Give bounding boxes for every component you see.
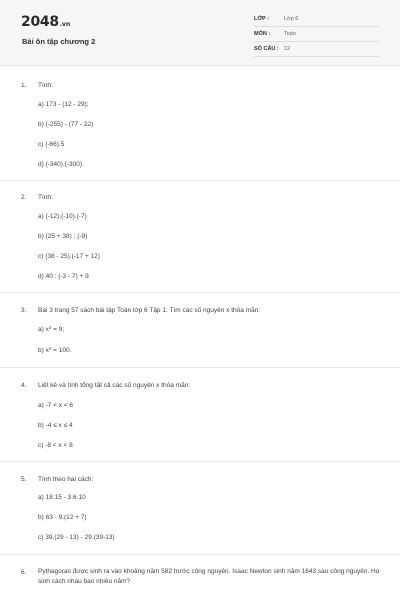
lop-value: Lớp 6 bbox=[284, 16, 299, 22]
question-text: Bài 3 trang 57 sách bài tập Toán lớp 6 Tập 1: Tìm các số nguyên x thỏa mãn: bbox=[38, 307, 261, 314]
question-item: b) (25 + 38) : (-9) bbox=[38, 233, 88, 240]
question-number: 3. bbox=[21, 307, 27, 314]
question-text: Tính theo hai cách: bbox=[38, 476, 94, 483]
meta-row-mon bbox=[254, 30, 379, 42]
mon-value: Toán bbox=[284, 31, 296, 37]
question-item: b) -4 ≤ x ≤ 4 bbox=[38, 422, 73, 429]
question-number: 5. bbox=[21, 476, 27, 483]
meta-row-lop bbox=[254, 15, 379, 27]
question-number: 2. bbox=[21, 194, 27, 201]
question-text: Pythagoras được sinh ra vào khoảng năm 582 trước công nguyên. Isaac Newton sinh năm 1643 sau công nguyên. Họ sinh cách nhau bao nhiêu năm? bbox=[38, 568, 380, 585]
question-item: c) (-66).5 bbox=[38, 141, 65, 148]
question-item: a) $x^2 = 9$; bbox=[38, 325, 65, 333]
question-divider bbox=[0, 292, 400, 293]
logo-main: 2048 bbox=[21, 14, 59, 30]
worksheet-title: Bài ôn tập chương 2 bbox=[22, 37, 96, 46]
site-logo[interactable] bbox=[21, 14, 70, 30]
question-number: 6. bbox=[21, 569, 27, 576]
question-item: b) 63 - 9.(12 + 7) bbox=[38, 514, 87, 521]
mon-label: MÔN : bbox=[254, 31, 271, 37]
question-item: b) (-255) - (77 - 22) bbox=[38, 121, 94, 128]
question-text: Liệt kê và tính tổng tất cả các số nguyên x thỏa mãn: bbox=[38, 382, 191, 389]
question-item: c) (38 - 25).(-17 + 12) bbox=[38, 253, 100, 260]
question-number: 4. bbox=[21, 382, 27, 389]
socau-value: 12 bbox=[284, 46, 291, 52]
question-text: Tính: bbox=[38, 82, 53, 89]
question-item: a) (-12).(-10).(-7) bbox=[38, 213, 87, 220]
question-divider bbox=[0, 367, 400, 368]
logo-suffix: .vn bbox=[59, 21, 71, 28]
socau-label: SỐ CÂU : bbox=[254, 46, 279, 52]
question-item: a) 173 - (12 - 29); bbox=[38, 101, 89, 108]
question-number: 1. bbox=[21, 82, 27, 89]
question-item: b) $x^2 = 100$. bbox=[38, 346, 72, 354]
question-item: a) -7 < x < 6 bbox=[38, 402, 74, 409]
question-item: d) (-340).(-300) bbox=[38, 161, 83, 168]
question-item: c) 39.(29 - 13) - 29.(39-13) bbox=[38, 534, 115, 541]
question-item: c) -8 < x < 8 bbox=[38, 442, 73, 449]
question-item: a) 18.15 - 3.6.10 bbox=[38, 494, 86, 501]
lop-label: LỚP : bbox=[254, 16, 269, 22]
question-divider bbox=[0, 180, 400, 181]
question-text: Tính: bbox=[38, 194, 53, 201]
question-divider bbox=[0, 554, 400, 555]
worksheet-header bbox=[0, 0, 400, 66]
question-item: d) 40 : (-3 - 7) + 9 bbox=[38, 273, 89, 280]
question-divider bbox=[0, 461, 400, 462]
meta-row-socau bbox=[254, 45, 379, 57]
